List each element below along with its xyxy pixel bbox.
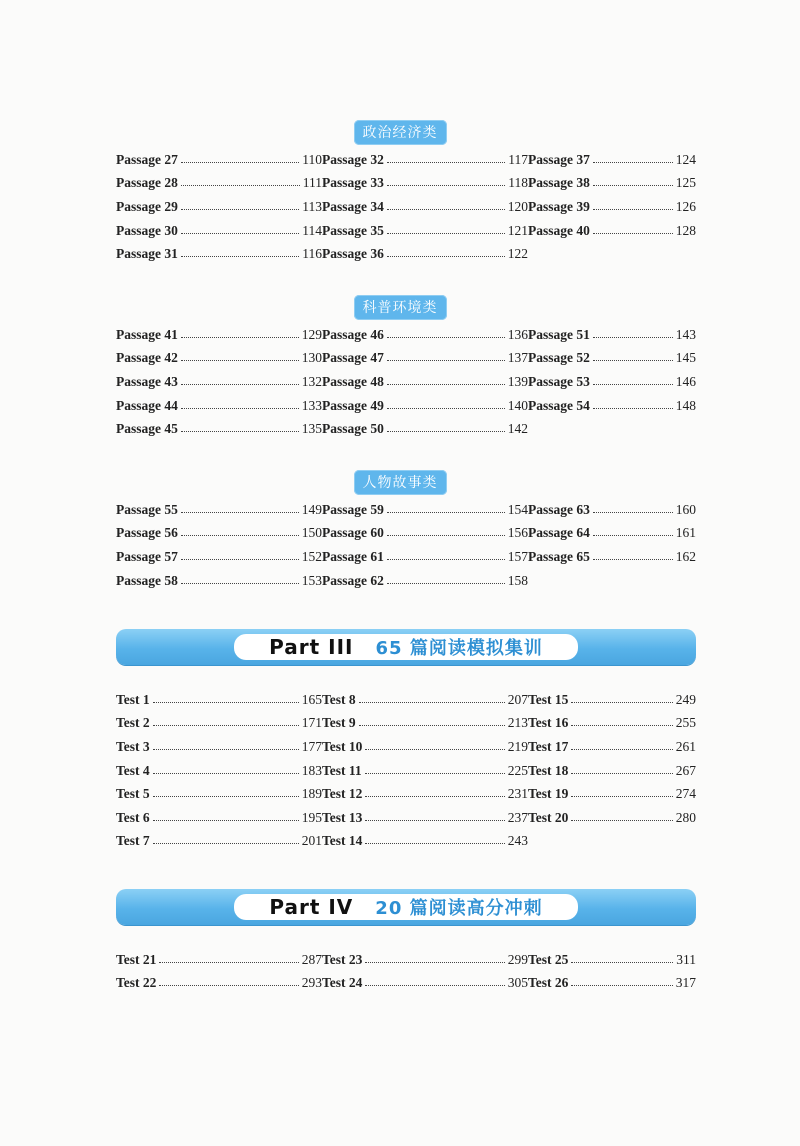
dot-leader [387, 161, 505, 163]
toc-entry-label: Test 5 [116, 786, 150, 802]
toc-entry-page: 317 [675, 975, 696, 991]
toc-entry-label: Test 2 [116, 715, 150, 731]
toc-column [322, 323, 528, 441]
dot-leader [181, 232, 299, 234]
toc-column [322, 688, 528, 853]
toc-entry-label: Passage 55 [116, 501, 178, 517]
toc-entry-page: 130 [301, 350, 322, 366]
toc-entry-label: Passage 56 [116, 525, 178, 541]
toc-entry-label: Passage 51 [528, 326, 590, 342]
toc-entry-label: Test 1 [116, 691, 150, 707]
dot-leader [571, 795, 672, 797]
toc-entry-page: 118 [508, 175, 528, 191]
toc-entry-page: 158 [507, 572, 528, 588]
toc-entry-label: Test 19 [528, 786, 569, 802]
toc-entry-label: Test 14 [322, 833, 363, 849]
toc-entry-page: 161 [675, 525, 696, 541]
toc-entry-label: Test 13 [322, 809, 363, 825]
toc-entry-label: Test 25 [528, 951, 569, 967]
toc-entry-label: Test 26 [528, 975, 569, 991]
toc-entry-label: Passage 27 [116, 151, 178, 167]
toc-entry-label: Test 3 [116, 738, 150, 754]
category-badge: 科普环境类 [354, 295, 447, 320]
toc-entry-page: 148 [675, 397, 696, 413]
dot-leader [181, 208, 299, 210]
dot-leader [359, 701, 505, 703]
dot-leader [365, 795, 504, 797]
toc-entry-label: Passage 38 [528, 175, 590, 191]
toc-entry[interactable] [116, 347, 322, 371]
toc-entry-label: Test 9 [322, 715, 356, 731]
toc-entry[interactable] [116, 972, 322, 996]
dot-leader [387, 255, 505, 257]
toc-entry[interactable] [528, 394, 696, 418]
dot-leader [387, 232, 505, 234]
toc-entry-page: 122 [507, 246, 528, 262]
toc-entry-page: 165 [301, 691, 322, 707]
toc-entry-page: 120 [507, 198, 528, 214]
toc-entry-label: Passage 45 [116, 421, 178, 437]
toc-column [322, 948, 528, 995]
toc-entry-page: 177 [301, 738, 322, 754]
toc-entry[interactable] [322, 417, 528, 441]
toc-entry-page: 125 [675, 175, 696, 191]
toc-entry-label: Test 20 [528, 809, 569, 825]
toc-entry[interactable] [116, 498, 322, 522]
dot-leader [571, 748, 672, 750]
toc-entry-label: Passage 31 [116, 246, 178, 262]
part-label: Part IV [269, 895, 354, 919]
toc-entry-label: Passage 43 [116, 373, 178, 389]
toc-entry-page: 261 [675, 738, 696, 754]
toc-entry-page: 231 [507, 786, 528, 802]
toc-entry[interactable] [322, 347, 528, 371]
toc-entry-label: Passage 49 [322, 397, 384, 413]
toc-entry[interactable] [528, 172, 696, 196]
toc-entry[interactable] [528, 972, 696, 996]
toc-entry[interactable] [528, 323, 696, 347]
toc-entry[interactable] [322, 498, 528, 522]
dot-leader [593, 208, 673, 210]
toc-entry-page: 153 [301, 572, 322, 588]
toc-column [116, 498, 322, 592]
toc-column [116, 688, 322, 853]
dot-leader [153, 701, 299, 703]
toc-entry-page: 124 [675, 151, 696, 167]
toc-entry-label: Test 16 [528, 715, 569, 731]
toc-entry[interactable] [116, 806, 322, 830]
toc-entry-page: 195 [301, 809, 322, 825]
toc-entry-label: Test 12 [322, 786, 363, 802]
toc-entry-page: 126 [675, 198, 696, 214]
dot-leader [387, 184, 505, 186]
dot-leader [181, 534, 299, 536]
dot-leader [181, 161, 299, 163]
toc-entry-page: 243 [507, 833, 528, 849]
toc-entry-page: 274 [675, 786, 696, 802]
toc-entry[interactable] [116, 172, 322, 196]
toc-entry[interactable] [322, 782, 528, 806]
toc-entry-page: 117 [508, 151, 528, 167]
dot-leader [159, 961, 298, 963]
toc-entry[interactable] [528, 688, 696, 712]
toc-entry[interactable] [116, 759, 322, 783]
toc-entry[interactable] [322, 195, 528, 219]
dot-leader [593, 161, 673, 163]
toc-entry-page: 299 [507, 951, 528, 967]
dot-leader [593, 407, 673, 409]
toc-entry[interactable] [116, 948, 322, 972]
toc-entry-label: Test 24 [322, 975, 363, 991]
dot-leader [593, 232, 673, 234]
toc-entry-page: 133 [301, 397, 322, 413]
toc-entry[interactable] [116, 195, 322, 219]
toc-entry-label: Test 11 [322, 762, 362, 778]
toc-entry[interactable] [528, 712, 696, 736]
toc-entry-page: 162 [675, 548, 696, 564]
toc-column [528, 688, 696, 853]
toc-entry[interactable] [528, 806, 696, 830]
toc-entry-page: 160 [675, 501, 696, 517]
toc-entry-page: 280 [675, 809, 696, 825]
toc-entry-label: Passage 36 [322, 246, 384, 262]
toc-entry[interactable] [116, 545, 322, 569]
toc-entry-label: Passage 40 [528, 222, 590, 238]
toc-entry[interactable] [116, 688, 322, 712]
toc-entry-page: 154 [507, 501, 528, 517]
toc-entry[interactable] [322, 323, 528, 347]
toc-entry-page: 132 [301, 373, 322, 389]
toc-entry-page: 293 [301, 975, 322, 991]
dot-leader [387, 336, 505, 338]
toc-entry-label: Passage 48 [322, 373, 384, 389]
toc-entry-page: 114 [302, 222, 322, 238]
toc-entry-label: Test 17 [528, 738, 569, 754]
toc-entry-page: 201 [301, 833, 322, 849]
dot-leader [571, 772, 672, 774]
dot-leader [181, 407, 299, 409]
toc-entry[interactable] [528, 370, 696, 394]
dot-leader [181, 184, 300, 186]
toc-entry-page: 189 [301, 786, 322, 802]
toc-entry[interactable] [322, 172, 528, 196]
toc-entry[interactable] [322, 522, 528, 546]
toc-entry-page: 129 [301, 326, 322, 342]
toc-entry[interactable] [116, 417, 322, 441]
toc-entry[interactable] [528, 195, 696, 219]
dot-leader [593, 534, 673, 536]
toc-entry-page: 219 [507, 738, 528, 754]
dot-leader [153, 795, 299, 797]
toc-entry[interactable] [116, 394, 322, 418]
dot-leader [359, 724, 505, 726]
dot-leader [387, 208, 505, 210]
toc-entry-label: Passage 57 [116, 548, 178, 564]
toc-column [322, 148, 528, 266]
dot-leader [571, 724, 672, 726]
category-header-people-stories [0, 470, 800, 495]
toc-entry-page: 140 [507, 397, 528, 413]
toc-entry[interactable] [322, 370, 528, 394]
toc-entry[interactable] [322, 148, 528, 172]
toc-column [116, 323, 322, 441]
toc-entry-label: Passage 41 [116, 326, 178, 342]
toc-entry[interactable] [322, 806, 528, 830]
toc-entry-page: 213 [507, 715, 528, 731]
toc-entry-label: Passage 60 [322, 525, 384, 541]
toc-entry-label: Passage 35 [322, 222, 384, 238]
toc-entry-page: 171 [301, 715, 322, 731]
dot-leader [181, 383, 299, 385]
toc-entry-label: Test 15 [528, 691, 569, 707]
dot-leader [365, 961, 504, 963]
toc-entry-page: 255 [675, 715, 696, 731]
toc-entry-label: Passage 33 [322, 175, 384, 191]
dot-leader [159, 984, 298, 986]
dot-leader [593, 511, 673, 513]
toc-entry-label: Passage 64 [528, 525, 590, 541]
toc-entry-label: Test 18 [528, 762, 569, 778]
toc-grid-science-environment [116, 323, 696, 441]
category-header-politics-economy [0, 120, 800, 145]
dot-leader [181, 336, 299, 338]
toc-column [116, 148, 322, 266]
dot-leader [387, 407, 505, 409]
toc-entry-label: Passage 46 [322, 326, 384, 342]
toc-entry-label: Passage 59 [322, 501, 384, 517]
dot-leader [181, 582, 299, 584]
toc-entry-label: Test 21 [116, 951, 157, 967]
dot-leader [181, 359, 299, 361]
dot-leader [181, 511, 299, 513]
category-badge: 人物故事类 [354, 470, 447, 495]
toc-entry[interactable] [322, 712, 528, 736]
toc-entry[interactable] [116, 712, 322, 736]
toc-entry-label: Passage 65 [528, 548, 590, 564]
toc-entry-page: 150 [301, 525, 322, 541]
toc-entry[interactable] [528, 545, 696, 569]
toc-entry-page: 136 [507, 326, 528, 342]
category-badge: 政治经济类 [354, 120, 447, 145]
toc-entry-label: Passage 62 [322, 572, 384, 588]
toc-entry-page: 287 [301, 951, 322, 967]
toc-entry-page: 225 [507, 762, 528, 778]
toc-entry[interactable] [528, 759, 696, 783]
toc-entry[interactable] [528, 498, 696, 522]
toc-entry[interactable] [322, 545, 528, 569]
toc-entry[interactable] [116, 782, 322, 806]
dot-leader [153, 772, 299, 774]
toc-entry-page: 157 [507, 548, 528, 564]
toc-entry-label: Passage 29 [116, 198, 178, 214]
dot-leader [571, 819, 672, 821]
toc-grid-people-stories [116, 498, 696, 592]
part-banner-inner [234, 894, 578, 920]
dot-leader [387, 383, 505, 385]
toc-entry-label: Passage 58 [116, 572, 178, 588]
toc-entry[interactable] [528, 782, 696, 806]
toc-entry-label: Passage 63 [528, 501, 590, 517]
part-label: Part III [269, 635, 354, 659]
dot-leader [387, 511, 505, 513]
toc-entry-label: Test 22 [116, 975, 157, 991]
part-banner-part-iii [116, 629, 696, 665]
toc-column [528, 148, 696, 266]
dot-leader [181, 430, 299, 432]
dot-leader [181, 255, 299, 257]
toc-entry-page: 128 [675, 222, 696, 238]
category-header-science-environment [0, 295, 800, 320]
toc-entry[interactable] [116, 323, 322, 347]
toc-entry-label: Passage 30 [116, 222, 178, 238]
toc-entry-label: Passage 32 [322, 151, 384, 167]
toc-entry[interactable] [322, 394, 528, 418]
toc-column [116, 948, 322, 995]
toc-entry[interactable] [528, 948, 696, 972]
toc-entry[interactable] [322, 830, 528, 854]
dot-leader [387, 359, 505, 361]
toc-entry[interactable] [116, 830, 322, 854]
toc-entry-page: 121 [507, 222, 528, 238]
dot-leader [153, 748, 299, 750]
toc-entry[interactable] [116, 219, 322, 243]
toc-entry[interactable] [528, 219, 696, 243]
toc-entry[interactable] [528, 735, 696, 759]
toc-entry-page: 110 [302, 151, 322, 167]
toc-entry[interactable] [322, 735, 528, 759]
toc-entry-label: Test 4 [116, 762, 150, 778]
toc-entry-label: Test 23 [322, 951, 363, 967]
toc-entry[interactable] [528, 148, 696, 172]
toc-entry-page: 113 [302, 198, 322, 214]
toc-entry-page: 135 [301, 421, 322, 437]
dot-leader [153, 819, 299, 821]
toc-entry-page: 137 [507, 350, 528, 366]
toc-entry-label: Passage 47 [322, 350, 384, 366]
toc-entry[interactable] [322, 219, 528, 243]
dot-leader [387, 534, 505, 536]
dot-leader [365, 748, 504, 750]
toc-entry[interactable] [116, 370, 322, 394]
toc-entry[interactable] [116, 735, 322, 759]
dot-leader [571, 961, 673, 963]
toc-entry[interactable] [528, 347, 696, 371]
toc-column [322, 498, 528, 592]
toc-column [528, 948, 696, 995]
toc-entry[interactable] [116, 522, 322, 546]
toc-entry-label: Passage 39 [528, 198, 590, 214]
dot-leader [387, 558, 505, 560]
dot-leader [153, 724, 299, 726]
dot-leader [365, 819, 504, 821]
toc-entry-page: 142 [507, 421, 528, 437]
toc-entry[interactable] [116, 242, 322, 266]
toc-entry-label: Test 6 [116, 809, 150, 825]
dot-leader [387, 582, 505, 584]
toc-entry[interactable] [322, 972, 528, 996]
dot-leader [593, 383, 673, 385]
toc-entry-page: 207 [507, 691, 528, 707]
toc-entry[interactable] [116, 148, 322, 172]
toc-entry-label: Passage 44 [116, 397, 178, 413]
toc-entry-page: 149 [301, 501, 322, 517]
toc-entry-label: Test 8 [322, 691, 356, 707]
toc-entry-page: 237 [507, 809, 528, 825]
toc-entry[interactable] [322, 688, 528, 712]
dot-leader [153, 842, 299, 844]
toc-entry[interactable] [528, 522, 696, 546]
toc-column [528, 498, 696, 592]
part-title: 65 篇阅读模拟集训 [375, 638, 543, 659]
toc-grid-politics-economy [116, 148, 696, 266]
toc-entry-label: Passage 53 [528, 373, 590, 389]
toc-entry-label: Passage 42 [116, 350, 178, 366]
toc-entry-page: 116 [302, 246, 322, 262]
toc-entry[interactable] [116, 569, 322, 593]
toc-entry[interactable] [322, 948, 528, 972]
toc-entry-page: 249 [675, 691, 696, 707]
part-banner-part-iv [116, 889, 696, 925]
toc-entry-page: 305 [507, 975, 528, 991]
toc-entry-label: Test 10 [322, 738, 363, 754]
dot-leader [365, 842, 504, 844]
toc-entry[interactable] [322, 242, 528, 266]
dot-leader [593, 336, 673, 338]
toc-entry-label: Passage 52 [528, 350, 590, 366]
toc-entry-page: 311 [676, 951, 696, 967]
dot-leader [387, 430, 505, 432]
toc-entry-label: Passage 37 [528, 151, 590, 167]
toc-entry-label: Passage 34 [322, 198, 384, 214]
toc-entry-page: 139 [507, 373, 528, 389]
dot-leader [593, 558, 673, 560]
toc-grid-part-iii [116, 688, 696, 853]
toc-entry-page: 156 [507, 525, 528, 541]
toc-grid-part-iv [116, 948, 696, 995]
toc-entry-page: 183 [301, 762, 322, 778]
toc-entry-page: 146 [675, 373, 696, 389]
toc-column [528, 323, 696, 441]
toc-entry-label: Test 7 [116, 833, 150, 849]
dot-leader [365, 984, 504, 986]
toc-entry-page: 145 [675, 350, 696, 366]
toc-entry-label: Passage 50 [322, 421, 384, 437]
toc-entry-page: 152 [301, 548, 322, 564]
toc-entry-label: Passage 28 [116, 175, 178, 191]
toc-entry-label: Passage 54 [528, 397, 590, 413]
dot-leader [571, 984, 672, 986]
toc-entry-label: Passage 61 [322, 548, 384, 564]
part-banner-inner [234, 634, 578, 660]
dot-leader [593, 184, 673, 186]
dot-leader [593, 359, 673, 361]
toc-entry[interactable] [322, 569, 528, 593]
dot-leader [365, 772, 505, 774]
toc-entry-page: 267 [675, 762, 696, 778]
toc-entry-page: 111 [302, 175, 322, 191]
dot-leader [181, 558, 299, 560]
part-title: 20 篇阅读高分冲刺 [375, 898, 543, 919]
toc-entry-page: 143 [675, 326, 696, 342]
dot-leader [571, 701, 672, 703]
toc-entry[interactable] [322, 759, 528, 783]
